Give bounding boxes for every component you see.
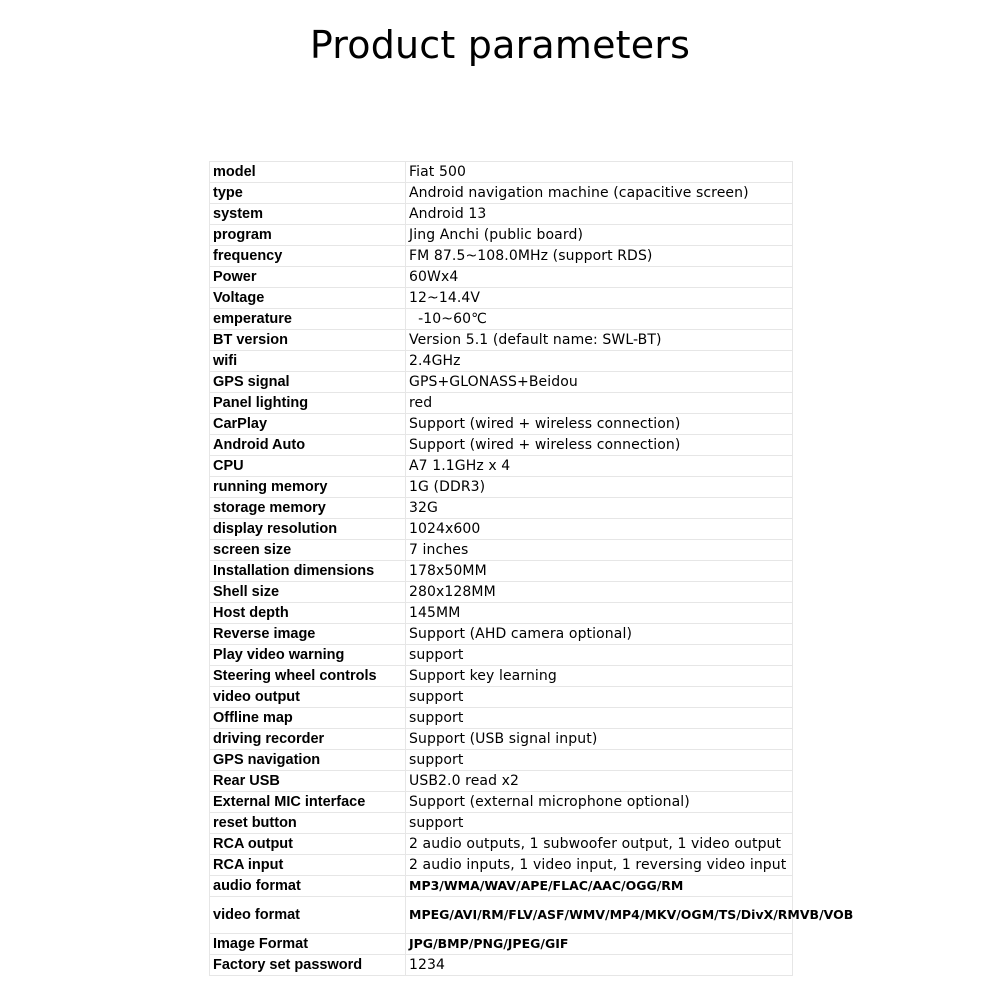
table-row xyxy=(210,561,793,582)
parameter-name: CPU xyxy=(210,456,406,477)
table-row xyxy=(210,162,793,183)
parameter-name: Rear USB xyxy=(210,771,406,792)
parameter-value: Support (external microphone optional) xyxy=(406,792,793,813)
table-row xyxy=(210,582,793,603)
parameter-value: 1G (DDR3) xyxy=(406,477,793,498)
parameter-value: support xyxy=(406,750,793,771)
parameter-value: USB2.0 read x2 xyxy=(406,771,793,792)
parameters-table-body xyxy=(210,162,854,976)
table-row xyxy=(210,183,793,204)
table-row xyxy=(210,603,793,624)
parameter-value: Support key learning xyxy=(406,666,793,687)
parameter-value: 2.4GHz xyxy=(406,351,793,372)
parameter-name: system xyxy=(210,204,406,225)
table-row xyxy=(210,330,793,351)
parameter-name: External MIC interface xyxy=(210,792,406,813)
table-row xyxy=(210,645,793,666)
parameter-value: 178x50MM xyxy=(406,561,793,582)
table-row xyxy=(210,267,793,288)
table-row xyxy=(210,771,793,792)
page-title: Product parameters xyxy=(309,23,691,67)
parameter-name: type xyxy=(210,183,406,204)
table-row xyxy=(210,792,793,813)
table-row xyxy=(210,666,793,687)
parameter-name: BT version xyxy=(210,330,406,351)
table-row xyxy=(210,876,793,897)
table-row xyxy=(210,288,793,309)
parameter-value: 2 audio outputs, 1 subwoofer output, 1 video output xyxy=(406,834,793,855)
table-row xyxy=(210,708,793,729)
parameter-value: 7 inches xyxy=(406,540,793,561)
table-row xyxy=(210,624,793,645)
parameter-value: -10~60℃ xyxy=(406,309,793,330)
table-row xyxy=(210,498,793,519)
parameter-name: Offline map xyxy=(210,708,406,729)
parameter-name: display resolution xyxy=(210,519,406,540)
parameter-name: audio format xyxy=(210,876,406,897)
parameter-name: Reverse image xyxy=(210,624,406,645)
parameter-value: FM 87.5~108.0MHz (support RDS) xyxy=(406,246,793,267)
parameters-table xyxy=(209,161,854,976)
parameter-name: Panel lighting xyxy=(210,393,406,414)
parameter-name: wifi xyxy=(210,351,406,372)
parameter-name: running memory xyxy=(210,477,406,498)
table-row xyxy=(210,934,793,955)
parameter-name: model xyxy=(210,162,406,183)
parameter-value: 280x128MM xyxy=(406,582,793,603)
parameter-value: 32G xyxy=(406,498,793,519)
parameter-name: Power xyxy=(210,267,406,288)
parameter-name: Factory set password xyxy=(210,955,406,976)
table-row xyxy=(210,540,793,561)
parameter-name: GPS navigation xyxy=(210,750,406,771)
parameter-name: Image Format xyxy=(210,934,406,955)
parameter-name: emperature xyxy=(210,309,406,330)
parameter-value: support xyxy=(406,687,793,708)
parameter-name: Installation dimensions xyxy=(210,561,406,582)
table-row xyxy=(210,477,793,498)
parameter-value: Support (wired + wireless connection) xyxy=(406,435,793,456)
parameter-value: 60Wx4 xyxy=(406,267,793,288)
parameter-name: Shell size xyxy=(210,582,406,603)
parameter-name: GPS signal xyxy=(210,372,406,393)
parameter-name: driving recorder xyxy=(210,729,406,750)
table-row xyxy=(210,456,793,477)
parameter-value: Support (USB signal input) xyxy=(406,729,793,750)
parameter-value: Version 5.1 (default name: SWL-BT) xyxy=(406,330,793,351)
table-row xyxy=(210,393,793,414)
parameter-value: A7 1.1GHz x 4 xyxy=(406,456,793,477)
table-row xyxy=(210,309,793,330)
parameter-name: video format xyxy=(210,897,406,934)
parameter-value: GPS+GLONASS+Beidou xyxy=(406,372,793,393)
parameter-name: Voltage xyxy=(210,288,406,309)
parameter-value: support xyxy=(406,708,793,729)
table-row xyxy=(210,225,793,246)
table-row xyxy=(210,729,793,750)
parameter-value: 2 audio inputs, 1 video input, 1 reversing video input xyxy=(406,855,793,876)
parameter-name: RCA input xyxy=(210,855,406,876)
table-row xyxy=(210,351,793,372)
parameter-value: red xyxy=(406,393,793,414)
parameter-name: Host depth xyxy=(210,603,406,624)
table-row xyxy=(210,435,793,456)
table-row xyxy=(210,246,793,267)
parameter-value: Support (wired + wireless connection) xyxy=(406,414,793,435)
parameter-value: support xyxy=(406,813,793,834)
parameter-value: MPEG/AVI/RM/FLV/ASF/WMV/MP4/MKV/OGM/TS/DivX/RMVB/VOB xyxy=(406,897,793,934)
table-row xyxy=(210,855,793,876)
parameter-value: Fiat 500 xyxy=(406,162,793,183)
parameter-value: JPG/BMP/PNG/JPEG/GIF xyxy=(406,934,793,955)
parameter-name: reset button xyxy=(210,813,406,834)
parameter-name: Play video warning xyxy=(210,645,406,666)
parameter-value: support xyxy=(406,645,793,666)
table-row xyxy=(210,834,793,855)
parameter-value: 12~14.4V xyxy=(406,288,793,309)
parameter-value: 1024x600 xyxy=(406,519,793,540)
parameter-value: Support (AHD camera optional) xyxy=(406,624,793,645)
parameter-name: screen size xyxy=(210,540,406,561)
parameter-value: 1234 xyxy=(406,955,793,976)
parameter-name: video output xyxy=(210,687,406,708)
parameter-value: 145MM xyxy=(406,603,793,624)
parameter-value: Android navigation machine (capacitive screen) xyxy=(406,183,793,204)
parameter-name: program xyxy=(210,225,406,246)
table-row xyxy=(210,414,793,435)
parameter-value: Android 13 xyxy=(406,204,793,225)
table-row xyxy=(210,687,793,708)
parameter-name: storage memory xyxy=(210,498,406,519)
parameter-name: frequency xyxy=(210,246,406,267)
parameter-name: Android Auto xyxy=(210,435,406,456)
parameter-value: Jing Anchi (public board) xyxy=(406,225,793,246)
table-row xyxy=(210,519,793,540)
table-row xyxy=(210,897,793,934)
table-row xyxy=(210,750,793,771)
table-row xyxy=(210,204,793,225)
parameter-name: CarPlay xyxy=(210,414,406,435)
parameter-name: Steering wheel controls xyxy=(210,666,406,687)
parameter-value: MP3/WMA/WAV/APE/FLAC/AAC/OGG/RM xyxy=(406,876,793,897)
parameter-name: RCA output xyxy=(210,834,406,855)
table-row xyxy=(210,813,793,834)
table-row xyxy=(210,372,793,393)
table-row xyxy=(210,955,793,976)
